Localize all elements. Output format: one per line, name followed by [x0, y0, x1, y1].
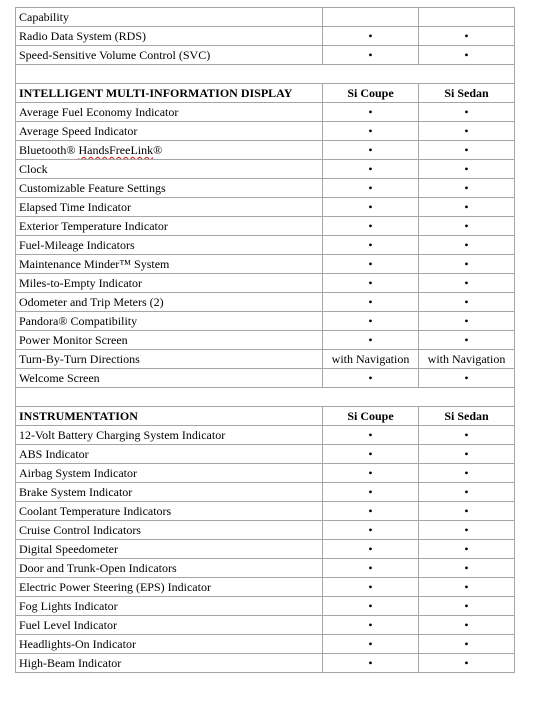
si-coupe-cell: •	[323, 616, 419, 635]
feature-cell: High-Beam Indicator	[16, 654, 323, 673]
si-coupe-cell: •	[323, 179, 419, 198]
si-coupe-cell: •	[323, 464, 419, 483]
si-sedan-cell: •	[419, 654, 515, 673]
feature-cell: Bluetooth® HandsFreeLink®	[16, 141, 323, 160]
feature-cell: Clock	[16, 160, 323, 179]
si-coupe-cell	[323, 8, 419, 27]
table-row	[16, 502, 515, 521]
feature-cell: Exterior Temperature Indicator	[16, 217, 323, 236]
feature-cell: Fog Lights Indicator	[16, 597, 323, 616]
si-coupe-cell: •	[323, 426, 419, 445]
table-row	[16, 597, 515, 616]
si-coupe-cell: •	[323, 559, 419, 578]
si-coupe-cell: •	[323, 217, 419, 236]
si-coupe-cell: •	[323, 483, 419, 502]
si-sedan-cell: •	[419, 616, 515, 635]
si-sedan-cell: •	[419, 255, 515, 274]
feature-cell: Pandora® Compatibility	[16, 312, 323, 331]
si-coupe-cell: •	[323, 445, 419, 464]
si-sedan-cell: •	[419, 521, 515, 540]
si-sedan-cell: •	[419, 236, 515, 255]
si-coupe-cell: •	[323, 141, 419, 160]
si-sedan-cell: •	[419, 426, 515, 445]
section-title: INTELLIGENT MULTI-INFORMATION DISPLAY	[16, 84, 323, 103]
feature-cell: Average Speed Indicator	[16, 122, 323, 141]
spacer-row	[16, 388, 515, 407]
si-coupe-cell: •	[323, 502, 419, 521]
table-row	[16, 331, 515, 350]
si-coupe-cell: •	[323, 540, 419, 559]
si-sedan-cell: •	[419, 103, 515, 122]
si-sedan-cell: •	[419, 122, 515, 141]
si-coupe-cell: •	[323, 578, 419, 597]
table-row	[16, 8, 515, 27]
spacer-cell	[16, 65, 515, 84]
feature-cell: Elapsed Time Indicator	[16, 198, 323, 217]
feature-cell: ABS Indicator	[16, 445, 323, 464]
si-sedan-cell: •	[419, 540, 515, 559]
table-row	[16, 369, 515, 388]
si-sedan-cell: •	[419, 27, 515, 46]
table-row	[16, 559, 515, 578]
si-sedan-cell: •	[419, 559, 515, 578]
feature-cell: Customizable Feature Settings	[16, 179, 323, 198]
feature-cell: Fuel Level Indicator	[16, 616, 323, 635]
table-row	[16, 274, 515, 293]
feature-cell: 12-Volt Battery Charging System Indicator	[16, 426, 323, 445]
si-sedan-cell	[419, 8, 515, 27]
si-sedan-cell: •	[419, 46, 515, 65]
si-sedan-cell: •	[419, 160, 515, 179]
feature-cell: Odometer and Trip Meters (2)	[16, 293, 323, 312]
feature-cell: Radio Data System (RDS)	[16, 27, 323, 46]
si-coupe-cell: •	[323, 103, 419, 122]
si-sedan-cell: •	[419, 464, 515, 483]
table-row	[16, 350, 515, 369]
feature-cell: Digital Speedometer	[16, 540, 323, 559]
si-sedan-cell: •	[419, 331, 515, 350]
column-header-si-sedan: Si Sedan	[419, 84, 515, 103]
table-row	[16, 141, 515, 160]
si-coupe-cell: •	[323, 255, 419, 274]
feature-cell: Turn-By-Turn Directions	[16, 350, 323, 369]
si-sedan-cell: •	[419, 217, 515, 236]
feature-cell: Miles-to-Empty Indicator	[16, 274, 323, 293]
table-row	[16, 312, 515, 331]
si-sedan-cell: •	[419, 293, 515, 312]
si-coupe-cell: •	[323, 122, 419, 141]
table-row	[16, 46, 515, 65]
table-row	[16, 103, 515, 122]
si-sedan-cell: •	[419, 483, 515, 502]
si-sedan-cell: •	[419, 597, 515, 616]
si-sedan-cell: •	[419, 635, 515, 654]
section-header-row	[16, 84, 515, 103]
table-row	[16, 27, 515, 46]
si-coupe-cell: •	[323, 27, 419, 46]
si-sedan-cell: •	[419, 141, 515, 160]
column-header-si-coupe: Si Coupe	[323, 84, 419, 103]
table-row	[16, 578, 515, 597]
feature-cell: Maintenance Minder™ System	[16, 255, 323, 274]
spacer-cell	[16, 388, 515, 407]
si-sedan-cell: •	[419, 445, 515, 464]
column-header-si-coupe: Si Coupe	[323, 407, 419, 426]
table-row	[16, 464, 515, 483]
table-row	[16, 426, 515, 445]
si-coupe-cell: •	[323, 597, 419, 616]
si-coupe-cell: with Navigation	[323, 350, 419, 369]
si-coupe-cell: •	[323, 274, 419, 293]
feature-cell: Power Monitor Screen	[16, 331, 323, 350]
si-sedan-cell: •	[419, 179, 515, 198]
si-sedan-cell: with Navigation	[419, 350, 515, 369]
table-row	[16, 654, 515, 673]
feature-cell: Capability	[16, 8, 323, 27]
si-sedan-cell: •	[419, 312, 515, 331]
si-coupe-cell: •	[323, 521, 419, 540]
feature-cell: Coolant Temperature Indicators	[16, 502, 323, 521]
feature-cell: Cruise Control Indicators	[16, 521, 323, 540]
si-coupe-cell: •	[323, 369, 419, 388]
feature-cell: Electric Power Steering (EPS) Indicator	[16, 578, 323, 597]
feature-cell: Airbag System Indicator	[16, 464, 323, 483]
si-coupe-cell: •	[323, 160, 419, 179]
si-coupe-cell: •	[323, 46, 419, 65]
feature-cell: Average Fuel Economy Indicator	[16, 103, 323, 122]
section-header-row	[16, 407, 515, 426]
spacer-row	[16, 65, 515, 84]
feature-table	[15, 7, 515, 673]
feature-cell: Speed-Sensitive Volume Control (SVC)	[16, 46, 323, 65]
feature-cell: Welcome Screen	[16, 369, 323, 388]
feature-cell: Fuel-Mileage Indicators	[16, 236, 323, 255]
feature-cell: Headlights-On Indicator	[16, 635, 323, 654]
table-row	[16, 122, 515, 141]
table-row	[16, 540, 515, 559]
si-sedan-cell: •	[419, 274, 515, 293]
si-coupe-cell: •	[323, 331, 419, 350]
si-sedan-cell: •	[419, 578, 515, 597]
si-coupe-cell: •	[323, 198, 419, 217]
table-row	[16, 179, 515, 198]
section-title: INSTRUMENTATION	[16, 407, 323, 426]
si-coupe-cell: •	[323, 312, 419, 331]
si-coupe-cell: •	[323, 236, 419, 255]
table-row	[16, 293, 515, 312]
si-coupe-cell: •	[323, 293, 419, 312]
table-row	[16, 483, 515, 502]
table-row	[16, 445, 515, 464]
si-coupe-cell: •	[323, 635, 419, 654]
si-sedan-cell: •	[419, 502, 515, 521]
table-row	[16, 236, 515, 255]
si-sedan-cell: •	[419, 369, 515, 388]
column-header-si-sedan: Si Sedan	[419, 407, 515, 426]
table-row	[16, 635, 515, 654]
si-sedan-cell: •	[419, 198, 515, 217]
table-row	[16, 217, 515, 236]
table-row	[16, 255, 515, 274]
feature-table-body	[16, 8, 515, 673]
feature-cell: Brake System Indicator	[16, 483, 323, 502]
si-coupe-cell: •	[323, 654, 419, 673]
table-row	[16, 198, 515, 217]
table-row	[16, 521, 515, 540]
table-row	[16, 160, 515, 179]
table-row	[16, 616, 515, 635]
feature-cell: Door and Trunk-Open Indicators	[16, 559, 323, 578]
